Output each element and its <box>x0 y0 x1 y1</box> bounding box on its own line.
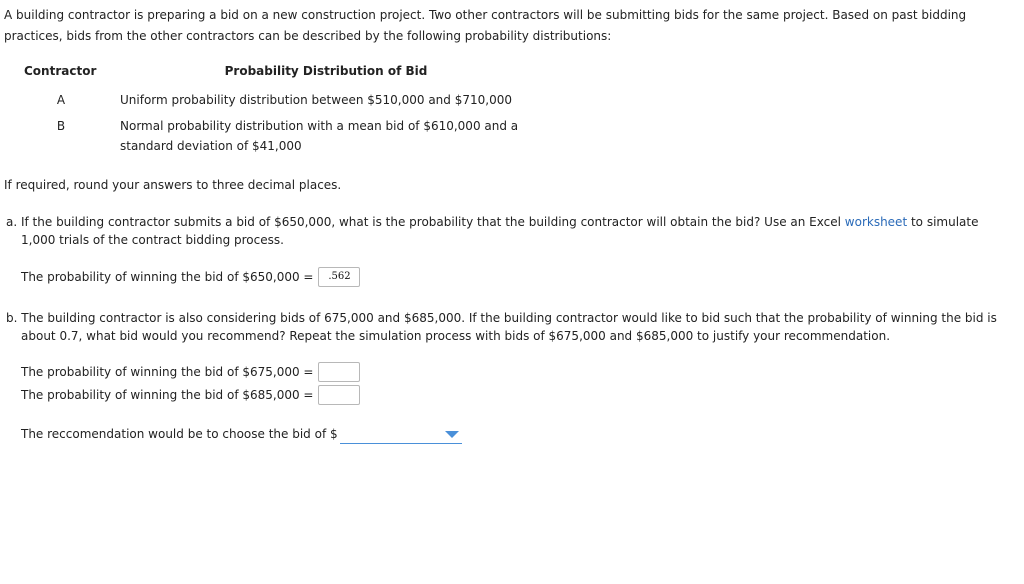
table-row <box>24 110 532 156</box>
answer-input-650000[interactable]: .562 <box>318 267 360 287</box>
question-b <box>6 309 1016 345</box>
table-row <box>24 84 532 110</box>
header-contractor: Contractor <box>24 64 97 78</box>
answer-input-675000[interactable] <box>318 362 360 382</box>
header-distribution: Probability Distribution of Bid <box>224 64 428 78</box>
recommendation-label: The reccomendation would be to choose the bid of $ <box>21 427 338 441</box>
answer-row-b2 <box>21 384 360 406</box>
distribution-line: standard deviation of $41,000 <box>120 139 302 153</box>
distribution-cell: Uniform probability distribution between $510,000 and $710,000 <box>120 93 512 107</box>
contractor-cell: A <box>56 93 66 107</box>
distribution-table <box>24 64 532 156</box>
recommendation-row <box>21 424 462 444</box>
question-a-text-end: to simulate 1,000 trials of the contract bidding process. <box>21 215 979 247</box>
distribution-cell <box>120 110 532 156</box>
worksheet-link[interactable]: worksheet <box>844 215 908 229</box>
answer-label: The probability of winning the bid of $685,000 = <box>21 388 314 402</box>
contractor-cell: B <box>56 119 66 133</box>
answer-input-685000[interactable] <box>318 385 360 405</box>
question-b-text: b. The building contractor is also considering bids of 675,000 and $685,000. If the building contractor would like to bid such that the probability of winning the bid is about 0.7, what bid would you recommend? Repeat the simulation process with bids of $675,000 and $685,000 to justify your recommendation. <box>6 311 997 343</box>
answer-label: The probability of winning the bid of $675,000 = <box>21 365 314 379</box>
question-a-text-start: a. If the building contractor submits a bid of $650,000, what is the probability that the building contractor will obtain the bid? Use an Excel <box>6 215 845 229</box>
answer-row-a <box>21 266 360 288</box>
answer-label: The probability of winning the bid of $650,000 = <box>21 270 314 284</box>
chevron-down-icon <box>445 431 459 438</box>
answer-row-b1 <box>21 361 360 383</box>
rounding-instruction: If required, round your answers to three decimal places. <box>4 178 342 192</box>
question-a-text <box>6 213 1016 249</box>
question-a <box>6 213 1016 249</box>
recommendation-dropdown[interactable] <box>340 425 462 444</box>
intro-paragraph: A building contractor is preparing a bid on a new construction project. Two other contractors will be submitting bids for the same project. Based on past bidding practices, bids from the other contractors can be described by the following probability distributions: <box>4 8 967 43</box>
distribution-line: Normal probability distribution with a mean bid of $610,000 and a <box>120 119 519 133</box>
